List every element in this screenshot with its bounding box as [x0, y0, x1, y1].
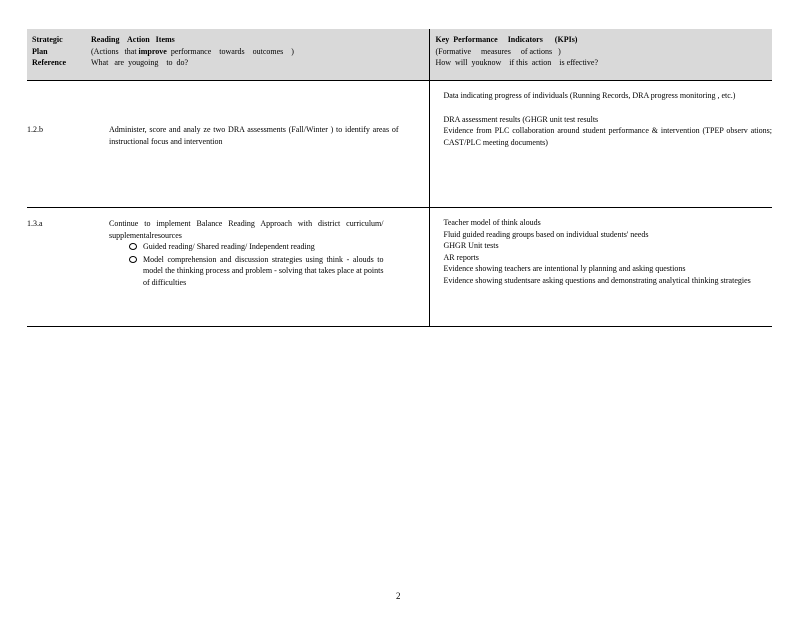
bullet-icon: [91, 218, 109, 288]
action-item: [91, 218, 429, 288]
action-item-body: [109, 218, 384, 288]
action-item-cell: [91, 208, 429, 327]
circle-bullet-icon: [129, 241, 143, 254]
header-kpis: [429, 29, 772, 81]
action-item: [91, 124, 429, 147]
kpi-text: Evidence showing teachers are intentional ly planning and asking questions: [443, 264, 686, 273]
header-items-sub-text: performance towards outcomes ): [166, 46, 294, 56]
list-item: [430, 263, 773, 275]
header-kpi-title: Key Performance Indicators (KPIs): [435, 35, 578, 44]
header-items-sub-text: (Actions that: [91, 46, 139, 56]
header-ref-line: Plan: [32, 46, 48, 56]
kpi-text: Data indicating progress of individuals (Running Records, DRA progress monitoring , etc.): [443, 91, 736, 100]
bullet-icon: [91, 124, 109, 147]
list-item: [430, 229, 773, 241]
action-item-text: Continue to implement Balance Reading Approach with district curriculum/ supplementalresources: [109, 219, 384, 240]
kpi-text: Teacher model of think alouds: [443, 218, 541, 227]
page-number: 2: [396, 591, 401, 601]
header-items-question: What are yougoing to do?: [91, 58, 189, 67]
sub-item-text: Model comprehension and discussion strategies using think - alouds to model the thinking process and problem - solving that takes place at points of difficulties: [143, 254, 384, 287]
sub-item: [109, 254, 384, 289]
list-item: [430, 240, 773, 252]
action-item-text: Administer, score and analy ze two DRA assessments (Fall/Winter ) to identify areas of instructional focus and intervention: [109, 125, 399, 146]
list-item: [430, 217, 773, 229]
kpi-text: AR reports: [443, 252, 479, 262]
header-kpi-subtitle: (Formative measures of actions ): [435, 46, 561, 56]
strategic-plan-reference: 1.2.b: [27, 81, 91, 208]
kpi-cell: [429, 208, 772, 327]
table-header-row: [27, 29, 772, 81]
header-strategic-plan-reference: [27, 29, 91, 81]
kpi-text: Fluid guided reading groups based on individual students' needs: [443, 229, 649, 239]
strategic-plan-reference: 1.3.a: [27, 208, 91, 327]
table-row: [27, 81, 772, 208]
kpi-text: Evidence from PLC collaboration around student performance & intervention (TPEP observ ations; CAST/PLC meeting documents): [443, 126, 772, 147]
table-row: [27, 208, 772, 327]
sub-item: [109, 241, 384, 254]
header-items-sub-bold: improve: [138, 46, 167, 56]
header-reading-action-items: [91, 29, 429, 81]
header-kpi-question: How will youknow if this action is effective?: [435, 58, 598, 67]
sub-item-text: Guided reading/ Shared reading/ Independent reading: [143, 242, 315, 251]
kpi-cell: [429, 81, 772, 208]
kpi-text: GHGR Unit tests: [443, 241, 499, 250]
kpi-text: DRA assessment results (GHGR unit test results: [443, 114, 599, 124]
list-item: [430, 114, 773, 126]
list-item: [430, 90, 773, 102]
circle-bullet-icon: [129, 254, 143, 267]
list-item: [430, 252, 773, 264]
header-ref-line: Reference: [32, 58, 67, 67]
kpi-text: Evidence showing studentsare asking questions and demonstrating analytical thinking strategies: [443, 275, 751, 285]
header-ref-line: Strategic: [32, 35, 63, 44]
action-plan-table: [27, 29, 772, 327]
header-items-subtitle: [91, 46, 429, 58]
list-item: [430, 275, 773, 287]
action-item-cell: [91, 81, 429, 208]
list-item: [430, 125, 773, 148]
header-items-title: Reading Action Items: [91, 35, 175, 44]
